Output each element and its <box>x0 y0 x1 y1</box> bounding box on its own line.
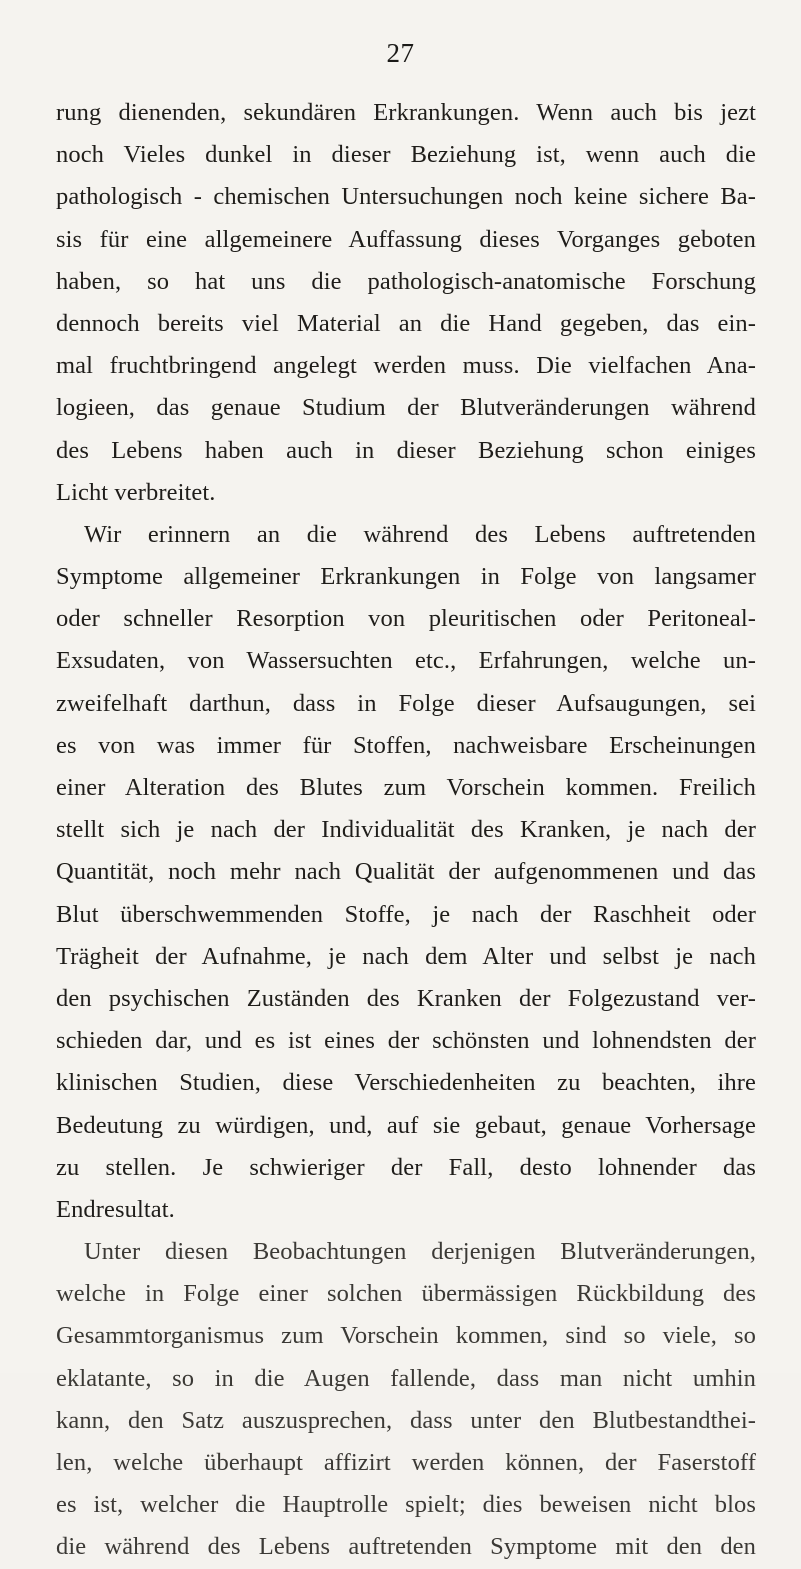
text-line: welche in Folge einer solchen übermässigen Rückbildung des <box>56 1280 756 1308</box>
text-line: den psychischen Zuständen des Kranken der Folgezustand ver- <box>56 984 756 1012</box>
text-line: Wir erinnern an die während des Lebens auftretenden <box>84 520 756 548</box>
text-line: sis für eine allgemeinere Auffassung dieses Vorganges geboten <box>56 225 756 253</box>
text-line: Licht verbreitet. <box>56 478 216 506</box>
text-line: des Lebens haben auch in dieser Beziehung schon einiges <box>56 436 756 464</box>
text-line: es ist, welcher die Hauptrolle spielt; dies beweisen nicht blos <box>56 1491 756 1519</box>
text-line: es von was immer für Stoffen, nachweisbare Erscheinungen <box>56 731 756 759</box>
page-number: 27 <box>386 38 415 68</box>
text-line: Blut überschwemmenden Stoffe, je nach der Raschheit oder <box>56 900 756 928</box>
text-line: dennoch bereits viel Material an die Hand gegeben, das ein- <box>56 309 756 337</box>
text-line: oder schneller Resorption von pleuritischen oder Peritoneal- <box>56 605 756 633</box>
text-line: klinischen Studien, diese Verschiedenheiten zu beachten, ihre <box>56 1069 756 1097</box>
text-line: Endresultat. <box>56 1195 175 1223</box>
text-line: rung dienenden, sekundären Erkrankungen. Wenn auch bis jezt <box>56 99 756 126</box>
text-line: Bedeutung zu würdigen, und, auf sie gebaut, genaue Vorhersage <box>56 1111 756 1139</box>
text-line: Trägheit der Aufnahme, je nach dem Alter und selbst je nach <box>56 942 756 970</box>
text-line: mal fruchtbringend angelegt werden muss. Die vielfachen Ana- <box>56 352 756 380</box>
body-text <box>56 92 756 1569</box>
text-line: schieden dar, und es ist eines der schönsten und lohnendsten der <box>56 1027 756 1055</box>
text-line: eklatante, so in die Augen fallende, dass man nicht umhin <box>56 1364 756 1392</box>
text-line: Symptome allgemeiner Erkrankungen in Folge von langsamer <box>56 563 756 591</box>
text-line: einer Alteration des Blutes zum Vorschein kommen. Freilich <box>56 774 756 801</box>
text-line: logieen, das genaue Studium der Blutveränderungen während <box>56 394 756 422</box>
text-line: noch Vieles dunkel in dieser Beziehung ist, wenn auch die <box>56 141 756 169</box>
text-line: die während des Lebens auftretenden Symptome mit den den <box>56 1533 756 1561</box>
text-line: zweifelhaft darthun, dass in Folge dieser Aufsaugungen, sei <box>56 689 756 717</box>
text-line: Exsudaten, von Wassersuchten etc., Erfahrungen, welche un- <box>56 647 756 675</box>
text-line: Unter diesen Beobachtungen derjenigen Blutveränderungen, <box>84 1238 756 1266</box>
text-line: Quantität, noch mehr nach Qualität der aufgenommenen und das <box>56 858 756 886</box>
text-line: haben, so hat uns die pathologisch-anatomische Forschung <box>56 267 756 295</box>
text-line: zu stellen. Je schwieriger der Fall, desto lohnender das <box>56 1153 756 1181</box>
text-line: pathologisch - chemischen Untersuchungen noch keine sichere Ba- <box>56 183 756 211</box>
text-line: Gesammtorganismus zum Vorschein kommen, sind so viele, so <box>56 1322 756 1350</box>
text-line: kann, den Satz auszusprechen, dass unter den Blutbestandthei- <box>56 1406 756 1434</box>
text-line: len, welche überhaupt affizirt werden können, der Faserstoff <box>56 1449 756 1476</box>
text-line: stellt sich je nach der Individualität des Kranken, je nach der <box>56 816 756 844</box>
